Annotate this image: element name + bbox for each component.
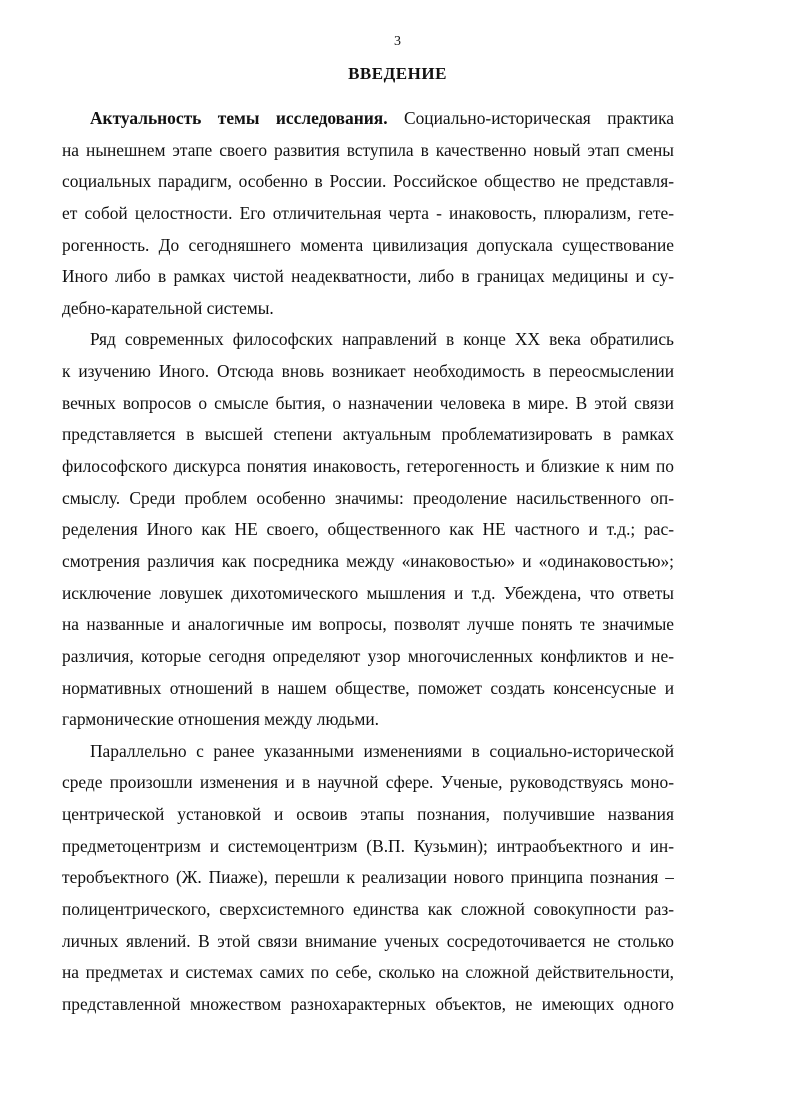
page-number: 3 <box>394 34 401 49</box>
paragraph-1-line-3: социальных парадигм, особенно в России. Российское общество не представля- <box>62 171 674 192</box>
paragraph-3-line-1: Параллельно с ранее указанными изменениями в социально-исторической <box>90 740 674 761</box>
paragraph-2-line-10: на названные и аналогичные им вопросы, позволят лучше понять те значимые <box>62 614 674 635</box>
paragraph-2-line-1: Ряд современных философских направлений в конце XX века обратились <box>90 329 674 350</box>
paragraph-1-line-1 <box>62 103 674 135</box>
paragraph-3-line-8: на предметах и системах самих по себе, сколько на сложной действительности, <box>62 962 674 983</box>
paragraph-3-line-4: предметоцентризм и системоцентризм (В.П. Кузьмин); интраобъектного и ин- <box>62 835 674 856</box>
paragraph-2-line-13: гармонические отношения между людьми. <box>62 709 380 730</box>
paragraph-3-line-3: центрической установкой и освоив этапы познания, получившие названия <box>62 804 674 825</box>
paragraph-3-line-2: среде произошли изменения и в научной сфере. Ученые, руководствуясь моно- <box>62 772 674 793</box>
paragraph-2-line-7: ределения Иного как НЕ своего, общественного как НЕ частного и т.д.; рас- <box>62 519 674 540</box>
paragraph-2-line-3: вечных вопросов о смысле бытия, о назначении человека в мире. В этой связи <box>62 392 674 413</box>
paragraph-2-line-2: к изучению Иного. Отсюда вновь возникает необходимость в переосмыслении <box>62 361 674 382</box>
paragraph-2-line-6: смыслу. Среди проблем особенно значимы: преодоление насильственного оп- <box>62 487 674 508</box>
paragraph-2-line-4: представляется в высшей степени актуальным проблематизировать в рамках <box>62 424 674 445</box>
paragraph-2-line-9: исключение ловушек дихотомического мышления и т.д. Убеждена, что ответы <box>62 582 674 603</box>
paragraph-3-line-5: теробъектного (Ж. Пиаже), перешли к реализации нового принципа познания – <box>62 867 674 888</box>
paragraph-2-line-11: различия, которые сегодня определяют узор многочисленных конфликтов и не- <box>62 645 674 666</box>
paragraph-1-line-4: ет собой целостности. Его отличительная черта - инаковость, плюрализм, гете- <box>62 202 674 223</box>
page-title: ВВЕДЕНИЕ <box>348 64 447 83</box>
paragraph-1-line-7: дебно-карательной системы. <box>62 297 274 318</box>
paragraph-1-line-2: на нынешнем этапе своего развития вступила в качественно новый этап смены <box>62 139 674 160</box>
paragraph-3-line-6: полицентрического, сверхсистемного единства как сложной совокупности раз- <box>62 899 674 920</box>
paragraph-2-line-5: философского дискурса понятия инаковость, гетерогенность и близкие к ним по <box>62 456 674 477</box>
body-text <box>62 103 674 1021</box>
paragraph-1-line-1-text: Социально-историческая практика <box>387 108 674 128</box>
paragraph-1-line-6: Иного либо в рамках чистой неадекватности, либо в границах медицины и су- <box>62 266 674 287</box>
paragraph-2-line-12: нормативных отношений в нашем обществе, поможет создать консенсусные и <box>62 677 674 698</box>
paragraph-3-line-9: представленной множеством разнохарактерных объектов, не имеющих одного <box>62 993 674 1014</box>
paragraph-1-line-5: рогенность. До сегодняшнего момента цивилизация допускала существование <box>62 234 674 255</box>
paragraph-2-line-8: смотрения различия как посредника между «инаковостью» и «одинаковостью»; <box>62 550 674 571</box>
paragraph-3-line-7: личных явлений. В этой связи внимание ученых сосредоточивается не столько <box>62 930 674 951</box>
paragraph-lead: Актуальность темы исследования. <box>90 108 388 128</box>
